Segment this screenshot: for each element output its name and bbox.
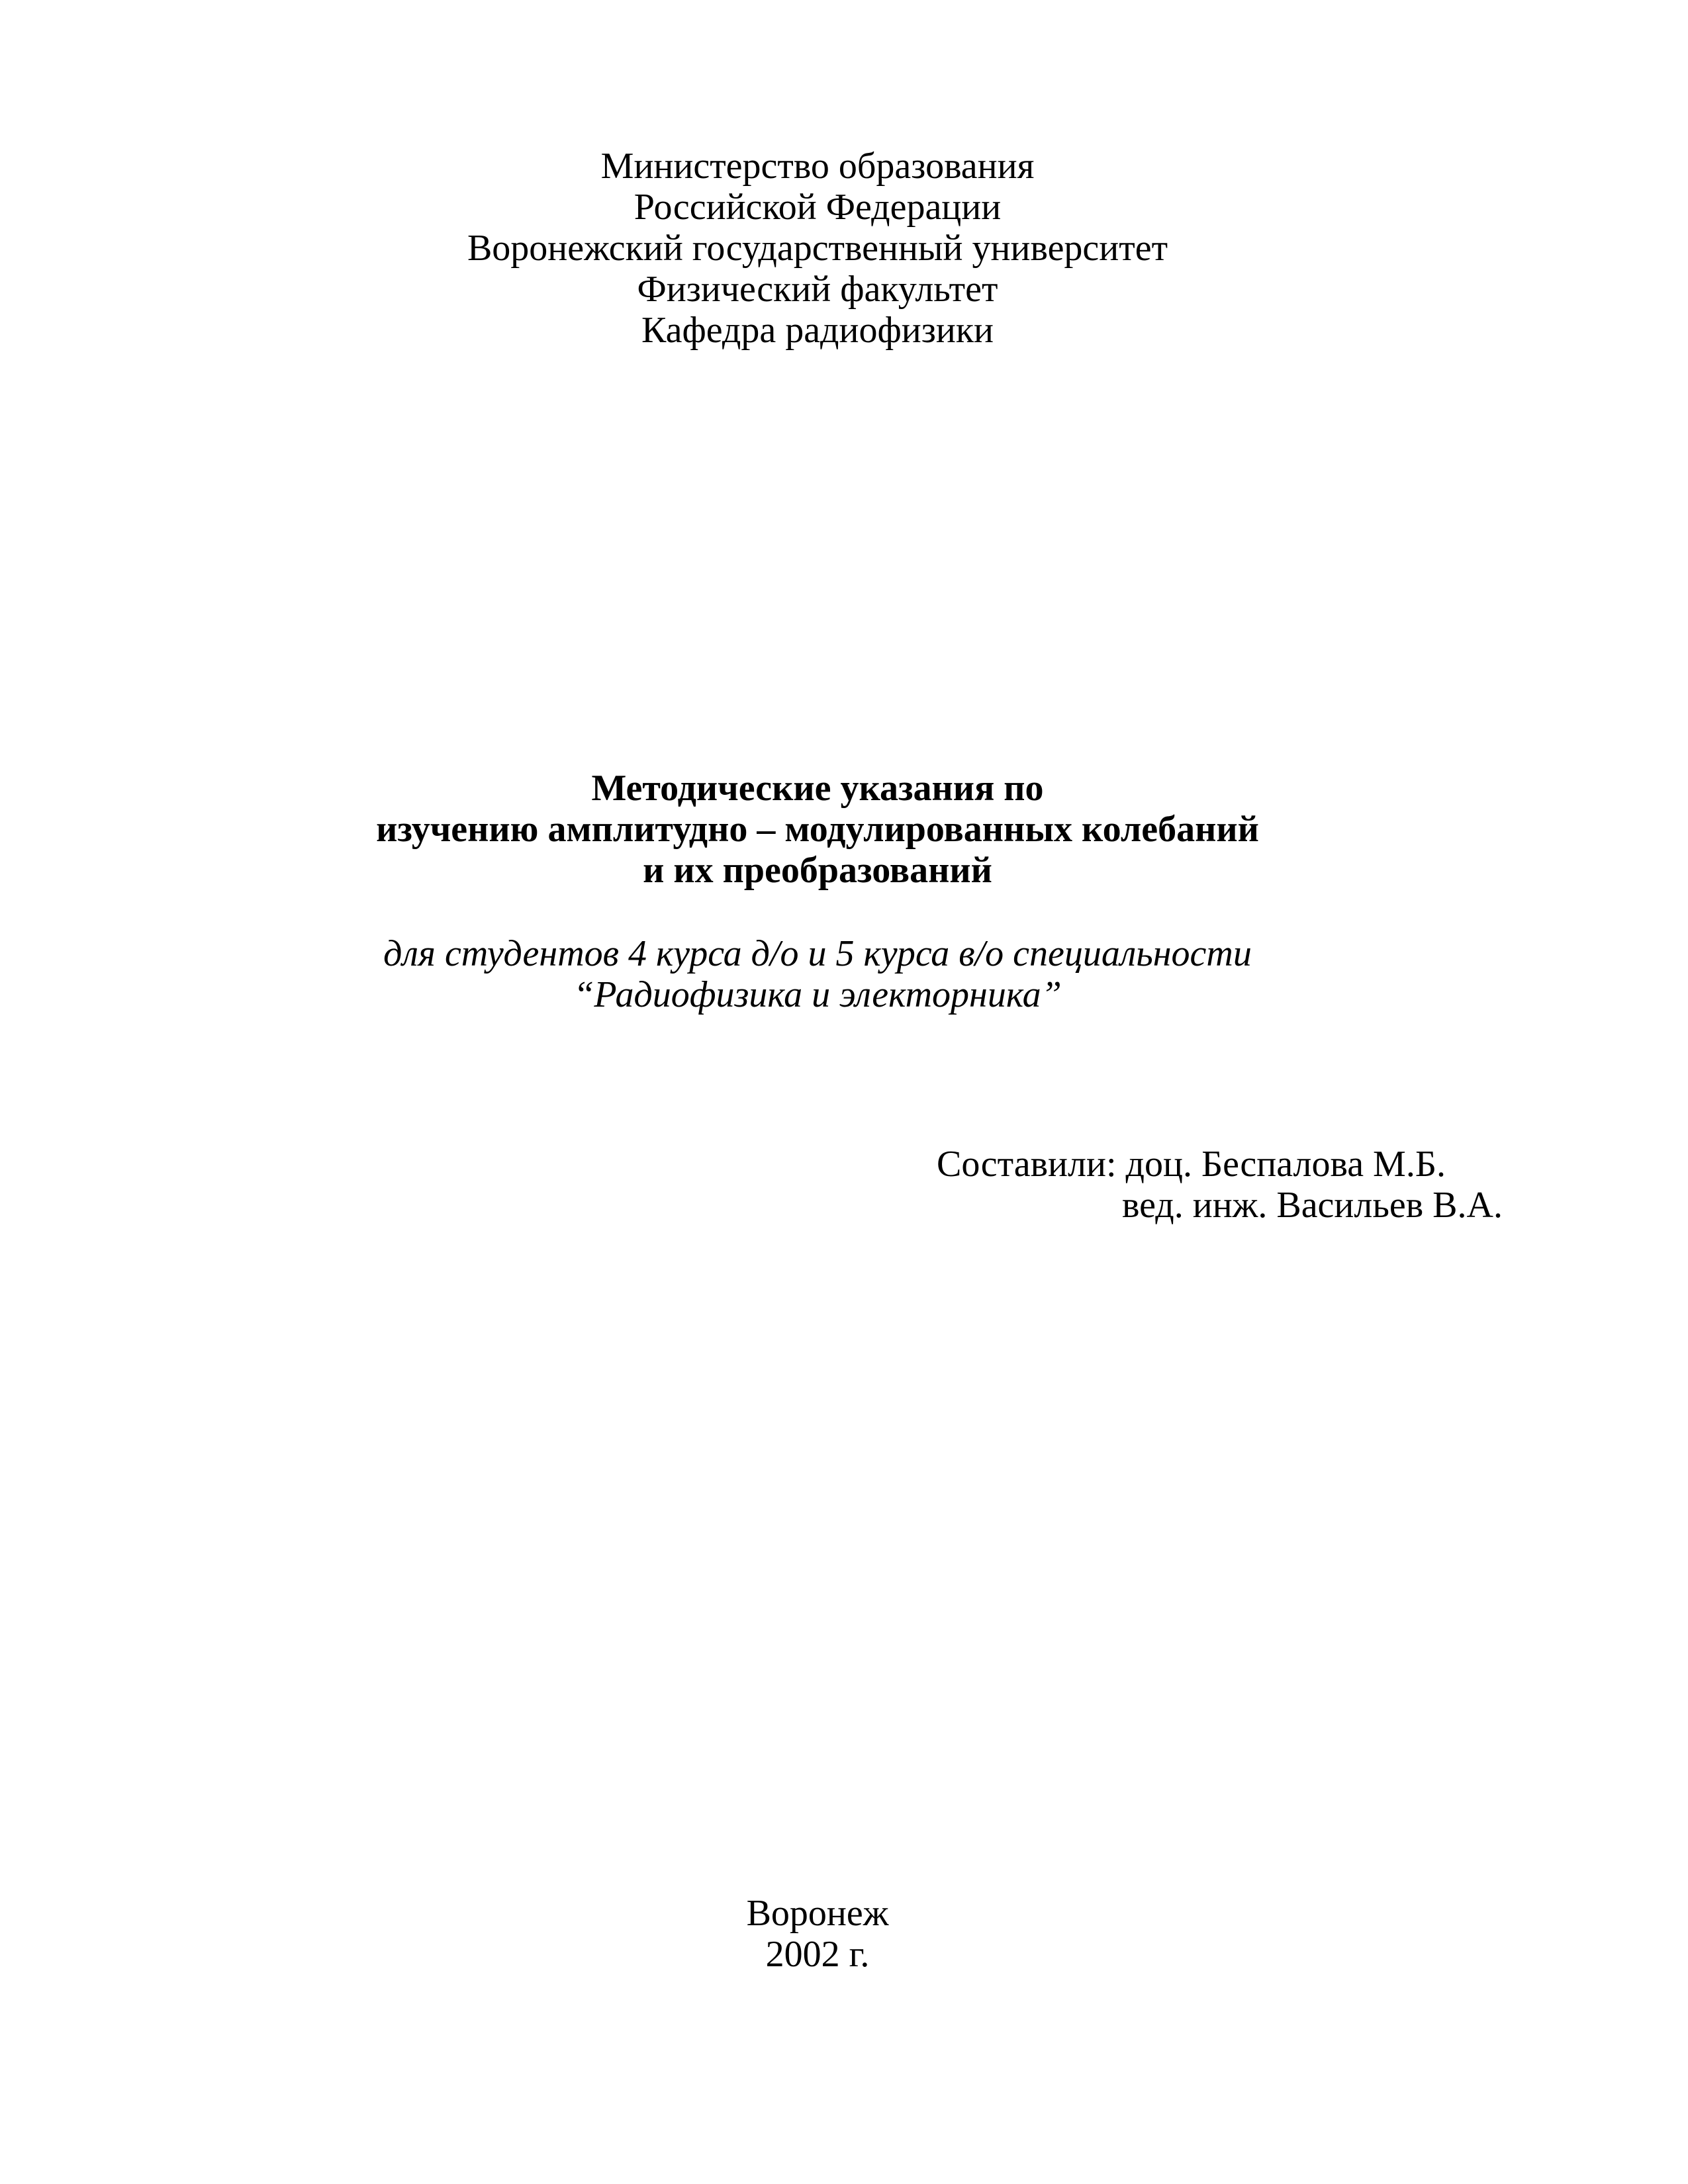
specialty-line: “Радиофизика и электорника” [573, 974, 1062, 1015]
authors-label: Составили: [937, 1144, 1117, 1185]
author-first: доц. Беспалова М.Б. [1125, 1144, 1446, 1185]
title-line-3: и их преобразований [643, 850, 992, 891]
title-line-2: изучению амплитудно – модулированных колебаний [376, 809, 1259, 850]
university-line: Воронежский государственный университет [467, 228, 1168, 269]
year-line: 2002 г. [765, 1934, 870, 1975]
city-line: Воронеж [746, 1893, 889, 1934]
author-second: вед. инж. Васильев В.А. [1122, 1185, 1503, 1226]
audience-line-1: для студентов 4 курса д/о и 5 курса в/о специальности [383, 933, 1252, 974]
faculty-line: Физический факультет [637, 269, 998, 310]
federation-line: Российской Федерации [633, 187, 1002, 228]
title-line-1: Методические указания по [591, 768, 1044, 809]
authors-first-line [937, 1144, 1446, 1185]
department-line: Кафедра радиофизики [641, 310, 994, 351]
ministry-line: Министерство образования [600, 146, 1035, 187]
